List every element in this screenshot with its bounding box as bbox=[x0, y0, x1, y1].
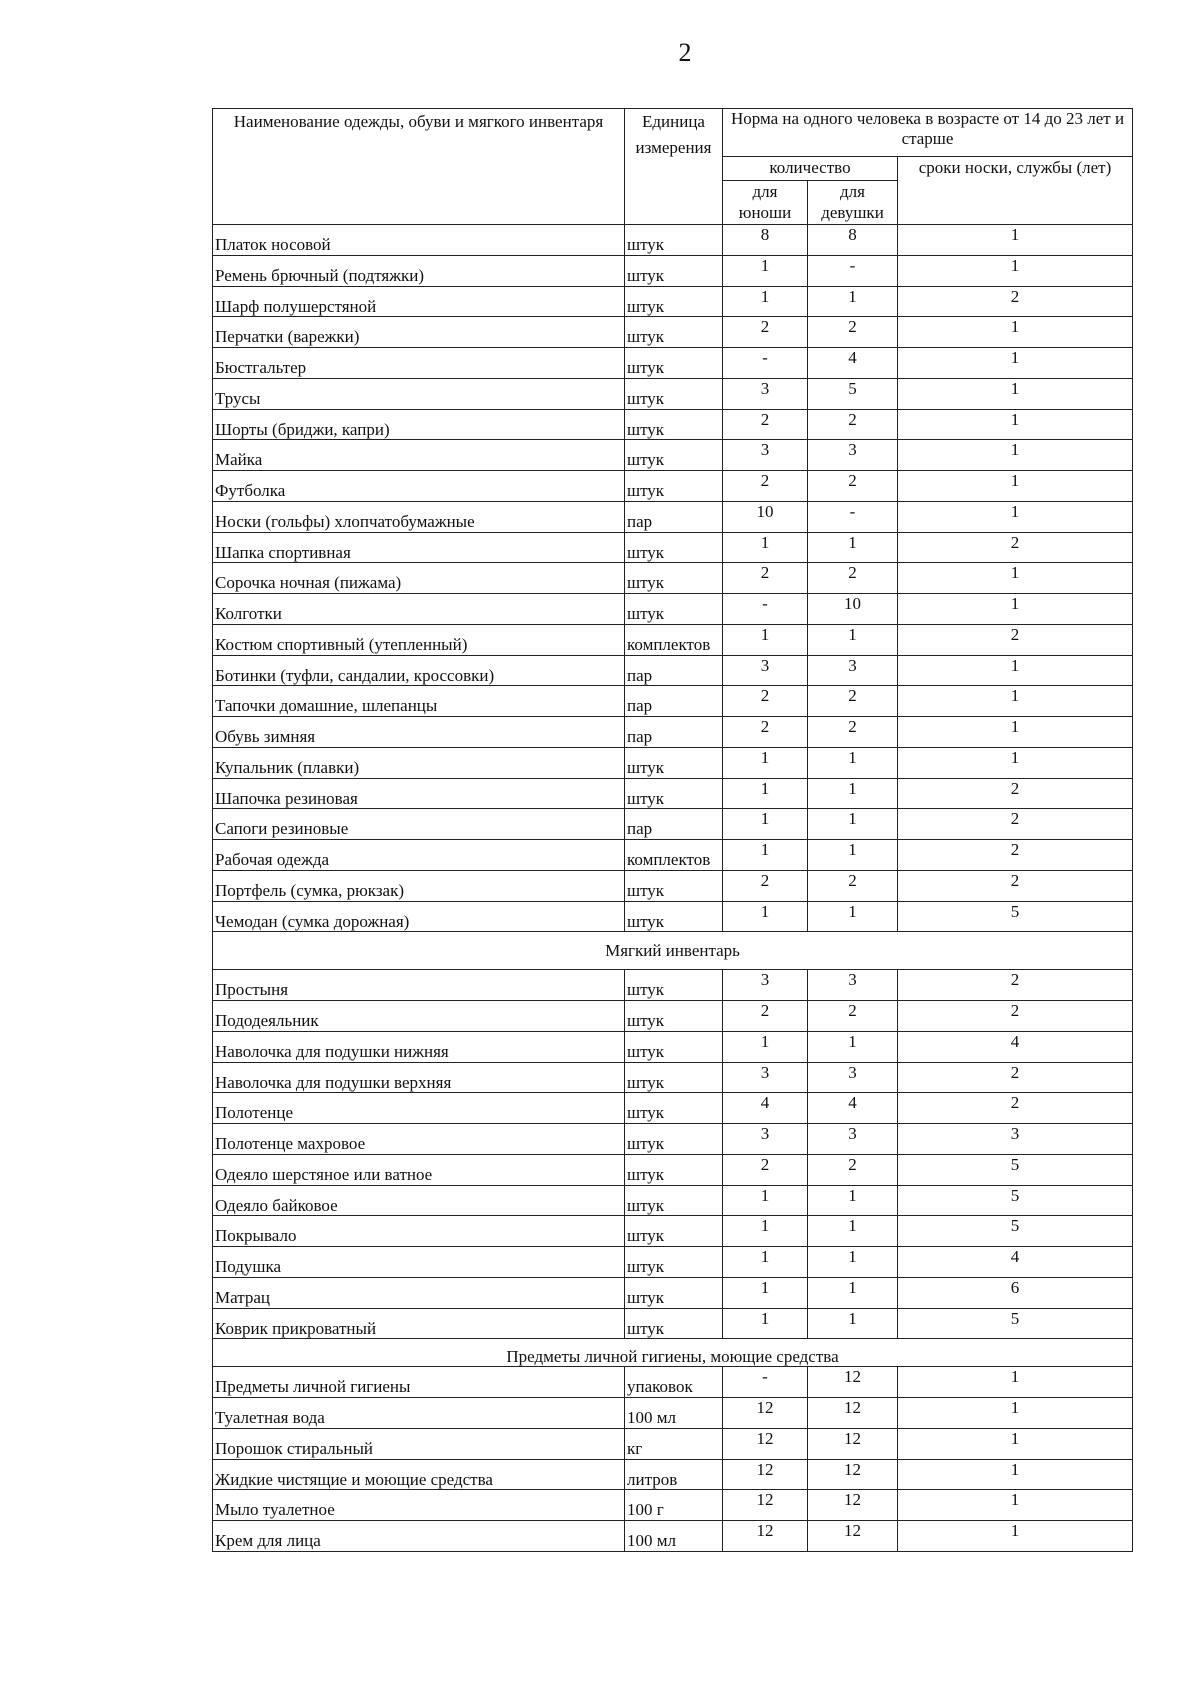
table-row bbox=[213, 747, 1133, 778]
service-years: 2 bbox=[898, 1062, 1133, 1093]
item-name: Полотенце bbox=[213, 1093, 625, 1124]
item-unit: пар bbox=[625, 809, 723, 840]
quantity-girls: - bbox=[808, 501, 898, 532]
item-name: Трусы bbox=[213, 378, 625, 409]
item-unit: литров bbox=[625, 1459, 723, 1490]
item-name: Колготки bbox=[213, 594, 625, 625]
item-unit: штук bbox=[625, 594, 723, 625]
table-row bbox=[213, 1124, 1133, 1155]
quantity-girls: 5 bbox=[808, 378, 898, 409]
item-name: Шорты (бриджи, капри) bbox=[213, 409, 625, 440]
section-title: Мягкий инвентарь bbox=[213, 932, 1133, 970]
item-name: Ботинки (туфли, сандалии, кроссовки) bbox=[213, 655, 625, 686]
item-unit: пар bbox=[625, 655, 723, 686]
quantity-girls: 2 bbox=[808, 870, 898, 901]
service-years: 1 bbox=[898, 1521, 1133, 1552]
header-norm: Норма на одного человека в возрасте от 14 до 23 лет и старше bbox=[723, 109, 1133, 157]
item-unit: штук bbox=[625, 1062, 723, 1093]
quantity-boys: 1 bbox=[723, 778, 808, 809]
quantity-girls: 1 bbox=[808, 1185, 898, 1216]
item-unit: упаковок bbox=[625, 1367, 723, 1398]
quantity-boys: 10 bbox=[723, 501, 808, 532]
item-name: Простыня bbox=[213, 970, 625, 1001]
page-number: 2 bbox=[678, 38, 692, 67]
item-name: Одеяло шерстяное или ватное bbox=[213, 1154, 625, 1185]
service-years: 1 bbox=[898, 225, 1133, 256]
table-row bbox=[213, 348, 1133, 379]
table-row bbox=[213, 1367, 1133, 1398]
service-years: 1 bbox=[898, 501, 1133, 532]
item-unit: штук bbox=[625, 1093, 723, 1124]
quantity-girls: 1 bbox=[808, 747, 898, 778]
quantity-boys: 1 bbox=[723, 1247, 808, 1278]
service-years: 3 bbox=[898, 1124, 1133, 1155]
header-girls: для девушки bbox=[808, 181, 898, 225]
item-unit: штук bbox=[625, 778, 723, 809]
table-row bbox=[213, 225, 1133, 256]
table-row bbox=[213, 471, 1133, 502]
service-years: 1 bbox=[898, 655, 1133, 686]
service-years: 2 bbox=[898, 1093, 1133, 1124]
item-name: Майка bbox=[213, 440, 625, 471]
service-years: 1 bbox=[898, 747, 1133, 778]
item-name: Костюм спортивный (утепленный) bbox=[213, 624, 625, 655]
item-name: Мыло туалетное bbox=[213, 1490, 625, 1521]
quantity-boys: - bbox=[723, 1367, 808, 1398]
quantity-boys: 3 bbox=[723, 970, 808, 1001]
service-years: 2 bbox=[898, 532, 1133, 563]
quantity-boys: 1 bbox=[723, 1277, 808, 1308]
table-row bbox=[213, 1031, 1133, 1062]
item-unit: пар bbox=[625, 717, 723, 748]
table-row bbox=[213, 624, 1133, 655]
quantity-boys: 2 bbox=[723, 409, 808, 440]
quantity-boys: 1 bbox=[723, 532, 808, 563]
item-unit: штук bbox=[625, 471, 723, 502]
item-unit: 100 мл bbox=[625, 1521, 723, 1552]
table-row bbox=[213, 501, 1133, 532]
item-unit: штук bbox=[625, 970, 723, 1001]
header-unit: Единица измерения bbox=[625, 109, 723, 225]
item-unit: штук bbox=[625, 1277, 723, 1308]
quantity-boys: 2 bbox=[723, 1154, 808, 1185]
table-row bbox=[213, 409, 1133, 440]
quantity-boys: 3 bbox=[723, 1124, 808, 1155]
service-years: 2 bbox=[898, 778, 1133, 809]
quantity-boys: 4 bbox=[723, 1093, 808, 1124]
table-row bbox=[213, 1216, 1133, 1247]
quantity-girls: 3 bbox=[808, 1062, 898, 1093]
item-unit: штук bbox=[625, 317, 723, 348]
quantity-girls: 12 bbox=[808, 1490, 898, 1521]
quantity-girls: 2 bbox=[808, 1154, 898, 1185]
service-years: 1 bbox=[898, 1367, 1133, 1398]
table-row bbox=[213, 1521, 1133, 1552]
item-name: Наволочка для подушки нижняя bbox=[213, 1031, 625, 1062]
quantity-boys: 2 bbox=[723, 1001, 808, 1032]
quantity-boys: 1 bbox=[723, 1216, 808, 1247]
table-row bbox=[213, 717, 1133, 748]
quantity-girls: 3 bbox=[808, 1124, 898, 1155]
item-unit: пар bbox=[625, 501, 723, 532]
section-title: Предметы личной гигиены, моющие средства bbox=[213, 1339, 1133, 1367]
quantity-boys: 2 bbox=[723, 317, 808, 348]
quantity-girls: 1 bbox=[808, 1308, 898, 1339]
table-row bbox=[213, 594, 1133, 625]
quantity-boys: 12 bbox=[723, 1521, 808, 1552]
item-name: Платок носовой bbox=[213, 225, 625, 256]
item-unit: штук bbox=[625, 747, 723, 778]
item-name: Тапочки домашние, шлепанцы bbox=[213, 686, 625, 717]
item-name: Сорочка ночная (пижама) bbox=[213, 563, 625, 594]
service-years: 1 bbox=[898, 348, 1133, 379]
item-name: Сапоги резиновые bbox=[213, 809, 625, 840]
quantity-boys: 2 bbox=[723, 471, 808, 502]
quantity-girls: 1 bbox=[808, 286, 898, 317]
table-row bbox=[213, 1185, 1133, 1216]
service-years: 1 bbox=[898, 686, 1133, 717]
table-row bbox=[213, 1001, 1133, 1032]
table-row bbox=[213, 970, 1133, 1001]
quantity-girls: 1 bbox=[808, 1247, 898, 1278]
header-term: сроки носки, службы (лет) bbox=[898, 157, 1133, 225]
norms-table bbox=[212, 108, 1133, 1552]
quantity-girls: - bbox=[808, 255, 898, 286]
table-row bbox=[213, 1459, 1133, 1490]
table-row bbox=[213, 1062, 1133, 1093]
service-years: 2 bbox=[898, 840, 1133, 871]
table-row bbox=[213, 440, 1133, 471]
table-row bbox=[213, 655, 1133, 686]
item-unit: штук bbox=[625, 532, 723, 563]
service-years: 1 bbox=[898, 1490, 1133, 1521]
table-row bbox=[213, 317, 1133, 348]
table-row bbox=[213, 1398, 1133, 1429]
item-unit: штук bbox=[625, 378, 723, 409]
item-name: Шапочка резиновая bbox=[213, 778, 625, 809]
service-years: 1 bbox=[898, 378, 1133, 409]
service-years: 1 bbox=[898, 1398, 1133, 1429]
quantity-girls: 3 bbox=[808, 655, 898, 686]
service-years: 2 bbox=[898, 624, 1133, 655]
item-name: Коврик прикроватный bbox=[213, 1308, 625, 1339]
quantity-girls: 12 bbox=[808, 1428, 898, 1459]
quantity-girls: 2 bbox=[808, 317, 898, 348]
table-row bbox=[213, 1277, 1133, 1308]
quantity-girls: 4 bbox=[808, 1093, 898, 1124]
quantity-girls: 4 bbox=[808, 348, 898, 379]
item-unit: штук bbox=[625, 1124, 723, 1155]
service-years: 1 bbox=[898, 471, 1133, 502]
service-years: 2 bbox=[898, 809, 1133, 840]
item-name: Перчатки (варежки) bbox=[213, 317, 625, 348]
item-unit: штук bbox=[625, 440, 723, 471]
quantity-boys: 1 bbox=[723, 840, 808, 871]
item-unit: штук bbox=[625, 225, 723, 256]
table-row bbox=[213, 378, 1133, 409]
item-unit: кг bbox=[625, 1428, 723, 1459]
header-quantity: количество bbox=[723, 157, 898, 181]
item-unit: штук bbox=[625, 1031, 723, 1062]
quantity-girls: 1 bbox=[808, 532, 898, 563]
item-name: Жидкие чистящие и моющие средства bbox=[213, 1459, 625, 1490]
quantity-girls: 3 bbox=[808, 970, 898, 1001]
item-name: Порошок стиральный bbox=[213, 1428, 625, 1459]
service-years: 1 bbox=[898, 255, 1133, 286]
quantity-girls: 2 bbox=[808, 471, 898, 502]
item-unit: штук bbox=[625, 1154, 723, 1185]
item-unit: штук bbox=[625, 563, 723, 594]
service-years: 6 bbox=[898, 1277, 1133, 1308]
header-boys: для юноши bbox=[723, 181, 808, 225]
item-unit: штук bbox=[625, 1216, 723, 1247]
service-years: 1 bbox=[898, 594, 1133, 625]
quantity-girls: 1 bbox=[808, 840, 898, 871]
item-unit: 100 мл bbox=[625, 1398, 723, 1429]
quantity-boys: 2 bbox=[723, 870, 808, 901]
quantity-boys: 2 bbox=[723, 686, 808, 717]
quantity-girls: 1 bbox=[808, 778, 898, 809]
quantity-girls: 12 bbox=[808, 1521, 898, 1552]
quantity-boys: 2 bbox=[723, 717, 808, 748]
table-row bbox=[213, 686, 1133, 717]
service-years: 1 bbox=[898, 440, 1133, 471]
item-name: Купальник (плавки) bbox=[213, 747, 625, 778]
quantity-girls: 10 bbox=[808, 594, 898, 625]
quantity-boys: - bbox=[723, 348, 808, 379]
service-years: 5 bbox=[898, 1308, 1133, 1339]
table-row bbox=[213, 255, 1133, 286]
item-unit: комплектов bbox=[625, 624, 723, 655]
item-name: Чемодан (сумка дорожная) bbox=[213, 901, 625, 932]
table-body bbox=[213, 225, 1133, 1552]
quantity-boys: - bbox=[723, 594, 808, 625]
table-row bbox=[213, 1093, 1133, 1124]
item-unit: штук bbox=[625, 255, 723, 286]
service-years: 1 bbox=[898, 409, 1133, 440]
item-name: Ремень брючный (подтяжки) bbox=[213, 255, 625, 286]
quantity-boys: 1 bbox=[723, 624, 808, 655]
item-name: Шапка спортивная bbox=[213, 532, 625, 563]
service-years: 1 bbox=[898, 563, 1133, 594]
quantity-boys: 1 bbox=[723, 1185, 808, 1216]
table-row bbox=[213, 1154, 1133, 1185]
quantity-girls: 1 bbox=[808, 901, 898, 932]
item-unit: штук bbox=[625, 1247, 723, 1278]
item-name: Полотенце махровое bbox=[213, 1124, 625, 1155]
item-name: Покрывало bbox=[213, 1216, 625, 1247]
quantity-boys: 1 bbox=[723, 1308, 808, 1339]
service-years: 2 bbox=[898, 286, 1133, 317]
item-unit: штук bbox=[625, 870, 723, 901]
item-name: Футболка bbox=[213, 471, 625, 502]
quantity-girls: 8 bbox=[808, 225, 898, 256]
quantity-girls: 12 bbox=[808, 1398, 898, 1429]
item-unit: штук bbox=[625, 1001, 723, 1032]
item-name: Крем для лица bbox=[213, 1521, 625, 1552]
quantity-boys: 1 bbox=[723, 255, 808, 286]
service-years: 2 bbox=[898, 1001, 1133, 1032]
quantity-girls: 1 bbox=[808, 1031, 898, 1062]
section-header-row bbox=[213, 932, 1133, 970]
item-name: Подушка bbox=[213, 1247, 625, 1278]
item-name: Наволочка для подушки верхняя bbox=[213, 1062, 625, 1093]
item-unit: штук bbox=[625, 286, 723, 317]
quantity-girls: 1 bbox=[808, 624, 898, 655]
quantity-girls: 2 bbox=[808, 1001, 898, 1032]
item-unit: штук bbox=[625, 409, 723, 440]
item-unit: комплектов bbox=[625, 840, 723, 871]
quantity-girls: 1 bbox=[808, 1277, 898, 1308]
service-years: 2 bbox=[898, 970, 1133, 1001]
table-row bbox=[213, 1490, 1133, 1521]
quantity-girls: 2 bbox=[808, 686, 898, 717]
item-name: Рабочая одежда bbox=[213, 840, 625, 871]
quantity-boys: 12 bbox=[723, 1490, 808, 1521]
quantity-boys: 12 bbox=[723, 1459, 808, 1490]
table-row bbox=[213, 1308, 1133, 1339]
service-years: 2 bbox=[898, 870, 1133, 901]
quantity-girls: 2 bbox=[808, 717, 898, 748]
service-years: 5 bbox=[898, 901, 1133, 932]
section-header-row bbox=[213, 1339, 1133, 1367]
item-unit: штук bbox=[625, 348, 723, 379]
quantity-girls: 3 bbox=[808, 440, 898, 471]
header-name: Наименование одежды, обуви и мягкого инвентаря bbox=[213, 109, 625, 225]
item-unit: пар bbox=[625, 686, 723, 717]
table-row bbox=[213, 840, 1133, 871]
item-name: Одеяло байковое bbox=[213, 1185, 625, 1216]
item-unit: штук bbox=[625, 1185, 723, 1216]
quantity-girls: 12 bbox=[808, 1459, 898, 1490]
service-years: 5 bbox=[898, 1154, 1133, 1185]
quantity-girls: 12 bbox=[808, 1367, 898, 1398]
quantity-boys: 1 bbox=[723, 901, 808, 932]
service-years: 1 bbox=[898, 317, 1133, 348]
quantity-girls: 2 bbox=[808, 409, 898, 440]
service-years: 1 bbox=[898, 1459, 1133, 1490]
service-years: 4 bbox=[898, 1247, 1133, 1278]
item-name: Бюстгальтер bbox=[213, 348, 625, 379]
quantity-boys: 3 bbox=[723, 655, 808, 686]
table-header bbox=[213, 109, 1133, 225]
quantity-boys: 12 bbox=[723, 1428, 808, 1459]
service-years: 5 bbox=[898, 1185, 1133, 1216]
quantity-girls: 1 bbox=[808, 809, 898, 840]
item-unit: штук bbox=[625, 1308, 723, 1339]
quantity-boys: 1 bbox=[723, 747, 808, 778]
table-row bbox=[213, 901, 1133, 932]
item-name: Пододеяльник bbox=[213, 1001, 625, 1032]
item-name: Обувь зимняя bbox=[213, 717, 625, 748]
quantity-boys: 3 bbox=[723, 378, 808, 409]
quantity-boys: 3 bbox=[723, 440, 808, 471]
service-years: 4 bbox=[898, 1031, 1133, 1062]
table-row bbox=[213, 532, 1133, 563]
quantity-boys: 3 bbox=[723, 1062, 808, 1093]
quantity-boys: 12 bbox=[723, 1398, 808, 1429]
table-row bbox=[213, 870, 1133, 901]
quantity-girls: 2 bbox=[808, 563, 898, 594]
table-row bbox=[213, 286, 1133, 317]
item-name: Предметы личной гигиены bbox=[213, 1367, 625, 1398]
quantity-boys: 8 bbox=[723, 225, 808, 256]
quantity-boys: 1 bbox=[723, 1031, 808, 1062]
item-unit: штук bbox=[625, 901, 723, 932]
service-years: 5 bbox=[898, 1216, 1133, 1247]
table-row bbox=[213, 1428, 1133, 1459]
quantity-boys: 2 bbox=[723, 563, 808, 594]
item-name: Шарф полушерстяной bbox=[213, 286, 625, 317]
service-years: 1 bbox=[898, 717, 1133, 748]
service-years: 1 bbox=[898, 1428, 1133, 1459]
table-row bbox=[213, 809, 1133, 840]
item-name: Туалетная вода bbox=[213, 1398, 625, 1429]
quantity-girls: 1 bbox=[808, 1216, 898, 1247]
table-row bbox=[213, 563, 1133, 594]
item-unit: 100 г bbox=[625, 1490, 723, 1521]
table-row bbox=[213, 1247, 1133, 1278]
item-name: Носки (гольфы) хлопчатобумажные bbox=[213, 501, 625, 532]
table-row bbox=[213, 778, 1133, 809]
quantity-boys: 1 bbox=[723, 809, 808, 840]
item-name: Портфель (сумка, рюкзак) bbox=[213, 870, 625, 901]
quantity-boys: 1 bbox=[723, 286, 808, 317]
item-name: Матрац bbox=[213, 1277, 625, 1308]
